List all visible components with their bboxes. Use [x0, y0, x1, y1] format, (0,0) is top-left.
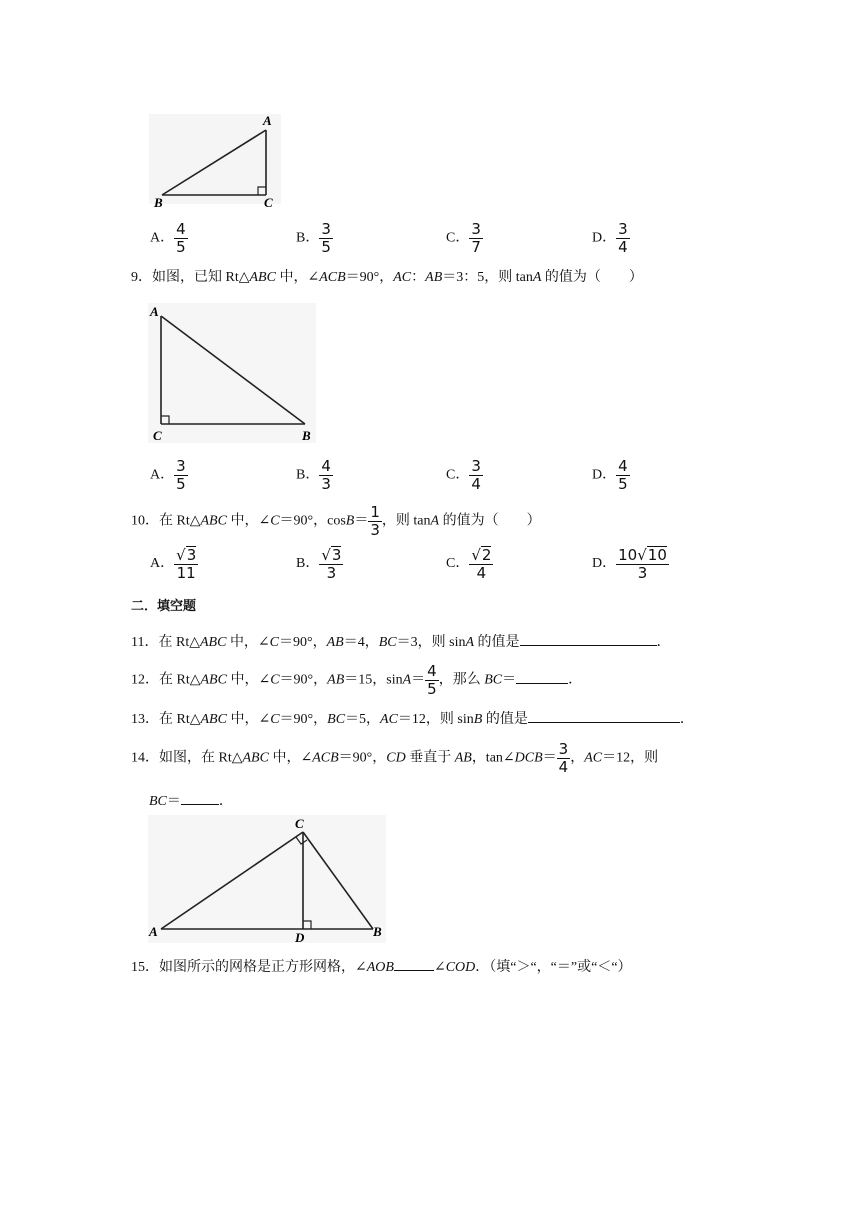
answer-blank[interactable] [528, 708, 680, 723]
fraction: $\frac{3}{5}$ [321, 220, 331, 256]
fraction: $\frac{3}{4}$ [618, 220, 628, 256]
fraction: $\frac{3}{4}$ [558, 740, 569, 776]
q9-option-d[interactable]: D． $\frac{4}{5}$ [592, 457, 628, 493]
question-11: 11．在 Rt△ABC 中，∠C＝90°，AB＝4，BC＝3，则 sinA 的值是 ． [131, 631, 671, 653]
fraction: $\frac{4}{3}$ [321, 457, 331, 493]
vertex-label-c: C [295, 816, 304, 831]
fraction: $\frac{3}{7}$ [471, 220, 481, 256]
q9-option-c[interactable]: C． $\frac{3}{4}$ [446, 457, 481, 493]
vertex-label-c: C [264, 195, 273, 210]
q9-option-b[interactable]: B． $\frac{4}{3}$ [296, 457, 331, 493]
q10-option-b[interactable]: B． $\frac{√3}{3}$ [296, 546, 342, 582]
radical-fraction: $\frac{√3}{3}$ [321, 546, 342, 582]
vertex-label-a: A [263, 113, 272, 128]
figure-q8-triangle [145, 110, 285, 210]
fraction: $\frac{3}{4}$ [471, 457, 481, 493]
radical-fraction: $\frac{10√10}{3}$ [618, 546, 667, 582]
q10-option-d[interactable]: D． $\frac{10√10}{3}$ [592, 546, 667, 582]
question-9: 9．如图，已知 Rt△ABC 中，∠ACB＝90°，AC：AB＝3：5，则 tanA 的值为（ ） [131, 270, 643, 285]
question-13: 13．在 Rt△ABC 中，∠C＝90°，BC＝5，AC＝12，则 sinB 的值是 ． [131, 708, 694, 730]
q8-option-d[interactable]: D． $\frac{3}{4}$ [592, 220, 628, 256]
q10-option-a[interactable]: A． $\frac{√3}{11}$ [150, 546, 197, 582]
question-10: 10．在 Rt△ABC 中，∠C＝90°，cosB＝ $\frac{1}{3}$ ，则 tanA 的值为（ ） [131, 503, 541, 539]
question-14-cont: BC＝ ． [149, 790, 233, 812]
vertex-label-a: A [150, 304, 159, 319]
question-14: 14．如图，在 Rt△ABC 中，∠ACB＝90°，CD 垂直于 AB，tan∠DCB＝ $\frac{3}{4}$ ，AC＝12，则 [131, 740, 659, 776]
question-12: 12．在 Rt△ABC 中，∠C＝90°，AB＝15，sinA＝ $\frac{4}{5}$ ，那么 BC＝ ． [131, 662, 583, 698]
answer-blank[interactable] [394, 956, 434, 971]
figure-q14-triangle [145, 812, 390, 947]
vertex-label-b: B [373, 924, 382, 939]
q9-option-a[interactable]: A． $\frac{3}{5}$ [150, 457, 186, 493]
vertex-label-c: C [153, 428, 162, 443]
figure-q9-triangle [145, 300, 320, 448]
q10-option-c[interactable]: C． $\frac{√2}{4}$ [446, 546, 492, 582]
fraction: $\frac{4}{5}$ [176, 220, 186, 256]
q8-option-c[interactable]: C． $\frac{3}{7}$ [446, 220, 481, 256]
fraction: $\frac{4}{5}$ [427, 662, 437, 698]
fraction: $\frac{4}{5}$ [618, 457, 628, 493]
q8-option-a[interactable]: A． $\frac{4}{5}$ [150, 220, 186, 256]
answer-blank[interactable] [181, 790, 219, 805]
q8-option-b[interactable]: B． $\frac{3}{5}$ [296, 220, 331, 256]
radical-fraction: $\frac{√2}{4}$ [471, 546, 492, 582]
answer-blank[interactable] [516, 669, 568, 684]
section-heading: 二．填空题 [131, 599, 197, 614]
vertex-label-b: B [154, 195, 163, 210]
fraction: $\frac{3}{5}$ [176, 457, 186, 493]
question-15: 15．如图所示的网格是正方形网格，∠AOB ∠COD．（填“＞“，“＝”或“＜“） [131, 956, 632, 978]
radical-fraction: $\frac{√3}{11}$ [176, 546, 197, 582]
vertex-label-a: A [149, 924, 158, 939]
vertex-label-b: B [302, 428, 311, 443]
vertex-label-d: D [295, 930, 305, 945]
fraction: $\frac{1}{3}$ [370, 503, 380, 539]
answer-blank[interactable] [520, 631, 657, 646]
